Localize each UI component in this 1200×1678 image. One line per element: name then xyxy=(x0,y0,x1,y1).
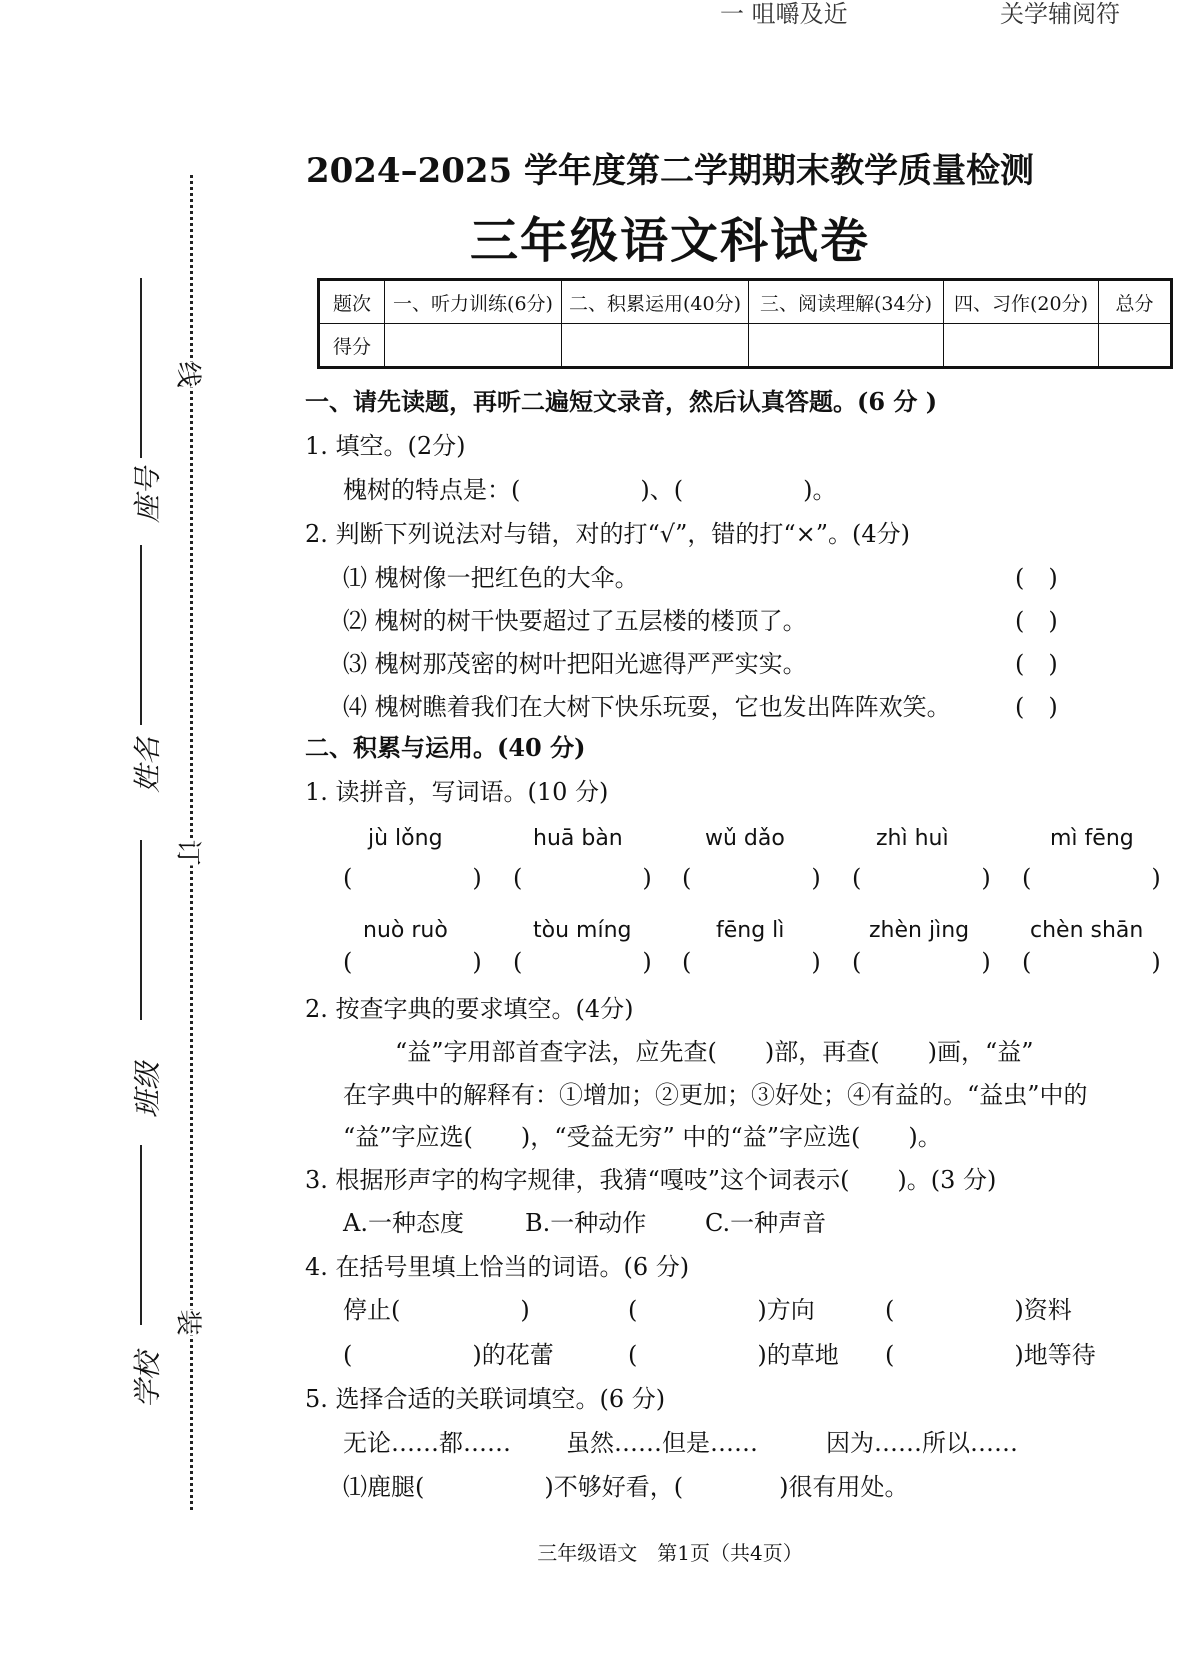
name-line xyxy=(140,545,142,725)
s2-q5-option: 虽然……但是…… xyxy=(566,1429,758,1457)
s2-q3-option: B.一种动作 xyxy=(525,1209,647,1237)
score-table-header-row xyxy=(319,280,1172,324)
s2-q2-line: “益”字应选( )，“受益无穷” 中的“益”字应选( )。 xyxy=(343,1123,942,1151)
pinyin-label: wǔ dǎo xyxy=(705,826,785,851)
cut-word-xian: 线 xyxy=(168,361,213,387)
s1-q1-text: 槐树的特点是：( )、( )。 xyxy=(343,476,837,504)
exam-title: 2024–2025 学年度第二学期期末教学质量检测 xyxy=(305,151,1035,191)
score-input-cell[interactable] xyxy=(1099,324,1172,368)
s2-q4-item[interactable]: ( )方向 xyxy=(628,1296,815,1324)
s2-q2-line: “益”字用部首查字法，应先查( )部，再查( )画，“益” xyxy=(395,1038,1034,1066)
answer-box[interactable]: ( ) xyxy=(682,864,821,892)
pinyin-label: tòu míng xyxy=(533,918,632,943)
s2-q5-item: ⑴鹿腿( )不够好看，( )很有用处。 xyxy=(343,1473,909,1501)
s1-q2-blank[interactable]: ( ) xyxy=(1015,693,1058,721)
seat-number-line xyxy=(140,278,142,458)
section1-heading: 一、请先读题，再听二遍短文录音，然后认真答题。(6 分 ) xyxy=(305,387,938,416)
exam-subtitle: 三年级语文科试卷 xyxy=(469,213,870,269)
pinyin-label: chèn shān xyxy=(1030,918,1144,943)
pinyin-label: zhì huì xyxy=(876,826,949,851)
seat-number-label: 座号 xyxy=(131,466,165,524)
score-input-cell[interactable] xyxy=(944,324,1099,368)
table-cell: 一、听力训练(6分) xyxy=(385,280,562,324)
s2-q5-title: 5. 选择合适的关联词填空。(6 分) xyxy=(305,1385,666,1413)
cut-word-ding: 订 xyxy=(168,839,213,865)
s1-q1-title: 1. 填空。(2分) xyxy=(305,432,466,460)
s1-q2-item: ⑴ 槐树像一把红色的大伞。 xyxy=(343,564,639,592)
s2-q4-item[interactable]: 停止( ) xyxy=(343,1296,530,1324)
score-table-score-row xyxy=(319,324,1172,368)
table-cell: 四、习作(20分) xyxy=(944,280,1099,324)
section2-heading: 二、积累与运用。(40 分) xyxy=(305,733,586,762)
answer-box[interactable]: ( ) xyxy=(343,948,482,976)
table-cell: 题次 xyxy=(319,280,385,324)
s2-q2-line: 在字典中的解释有：①增加；②更加；③好处；④有益的。“益虫”中的 xyxy=(343,1081,1088,1109)
s1-q2-title: 2. 判断下列说法对与错，对的打“√”，错的打“×”。(4分) xyxy=(305,520,911,548)
s2-q3-option: A.一种态度 xyxy=(343,1209,464,1237)
pinyin-label: mì fēng xyxy=(1050,826,1134,851)
s1-q2-item: ⑷ 槐树瞧着我们在大树下快乐玩耍，它也发出阵阵欢笑。 xyxy=(343,693,951,721)
table-cell: 得分 xyxy=(319,324,385,368)
answer-box[interactable]: ( ) xyxy=(343,864,482,892)
s1-q2-blank[interactable]: ( ) xyxy=(1015,564,1058,592)
score-input-cell[interactable] xyxy=(749,324,944,368)
s2-q5-option: 因为……所以…… xyxy=(826,1429,1018,1457)
score-input-cell[interactable] xyxy=(385,324,562,368)
s2-q4-item[interactable]: ( )的花蕾 xyxy=(343,1341,554,1369)
s2-q5-option: 无论……都…… xyxy=(343,1429,511,1457)
score-table xyxy=(317,278,1173,369)
s2-q4-item[interactable]: ( )资料 xyxy=(885,1296,1072,1324)
school-label: 学校 xyxy=(131,1351,165,1409)
s1-q2-blank[interactable]: ( ) xyxy=(1015,650,1058,678)
pinyin-label: fēng lì xyxy=(716,918,785,943)
score-input-cell[interactable] xyxy=(562,324,749,368)
name-label: 姓名 xyxy=(131,736,165,794)
top-cut-text-left: 一 咀嚼及近 xyxy=(720,0,848,28)
answer-box[interactable]: ( ) xyxy=(852,864,991,892)
s1-q2-item: ⑶ 槐树那茂密的树叶把阳光遮得严严实实。 xyxy=(343,650,807,678)
s2-q3-title: 3. 根据形声字的构字规律，我猜“嘎吱”这个词表示( )。(3 分) xyxy=(305,1166,997,1194)
pinyin-label: nuò ruò xyxy=(363,918,448,943)
pinyin-label: jù lǒng xyxy=(368,826,443,851)
table-cell: 二、积累运用(40分) xyxy=(562,280,749,324)
s2-q2-title: 2. 按查字典的要求填空。(4分) xyxy=(305,995,634,1023)
pinyin-label: huā bàn xyxy=(533,826,623,851)
class-line xyxy=(140,840,142,1020)
s1-q2-blank[interactable]: ( ) xyxy=(1015,607,1058,635)
s1-q2-item: ⑵ 槐树的树干快要超过了五层楼的楼顶了。 xyxy=(343,607,807,635)
answer-box[interactable]: ( ) xyxy=(1022,948,1161,976)
cut-word-zhuang: 装 xyxy=(168,1309,213,1335)
s2-q1-title: 1. 读拼音，写词语。(10 分) xyxy=(305,778,609,806)
s2-q3-option: C.一种声音 xyxy=(705,1209,827,1237)
answer-box[interactable]: ( ) xyxy=(513,948,652,976)
page-footer: 三年级语文 第1页（共4页） xyxy=(537,1541,803,1565)
s2-q4-item[interactable]: ( )地等待 xyxy=(885,1341,1096,1369)
answer-box[interactable]: ( ) xyxy=(1022,864,1161,892)
school-line xyxy=(140,1145,142,1325)
answer-box[interactable]: ( ) xyxy=(513,864,652,892)
top-cut-text-right: 关学辅阅符 xyxy=(1000,0,1120,28)
table-cell: 总分 xyxy=(1099,280,1172,324)
answer-box[interactable]: ( ) xyxy=(852,948,991,976)
class-label: 班级 xyxy=(131,1061,165,1119)
s2-q4-title: 4. 在括号里填上恰当的词语。(6 分) xyxy=(305,1253,690,1281)
table-cell: 三、阅读理解(34分) xyxy=(749,280,944,324)
s2-q4-item[interactable]: ( )的草地 xyxy=(628,1341,839,1369)
pinyin-label: zhèn jìng xyxy=(869,918,970,943)
answer-box[interactable]: ( ) xyxy=(682,948,821,976)
